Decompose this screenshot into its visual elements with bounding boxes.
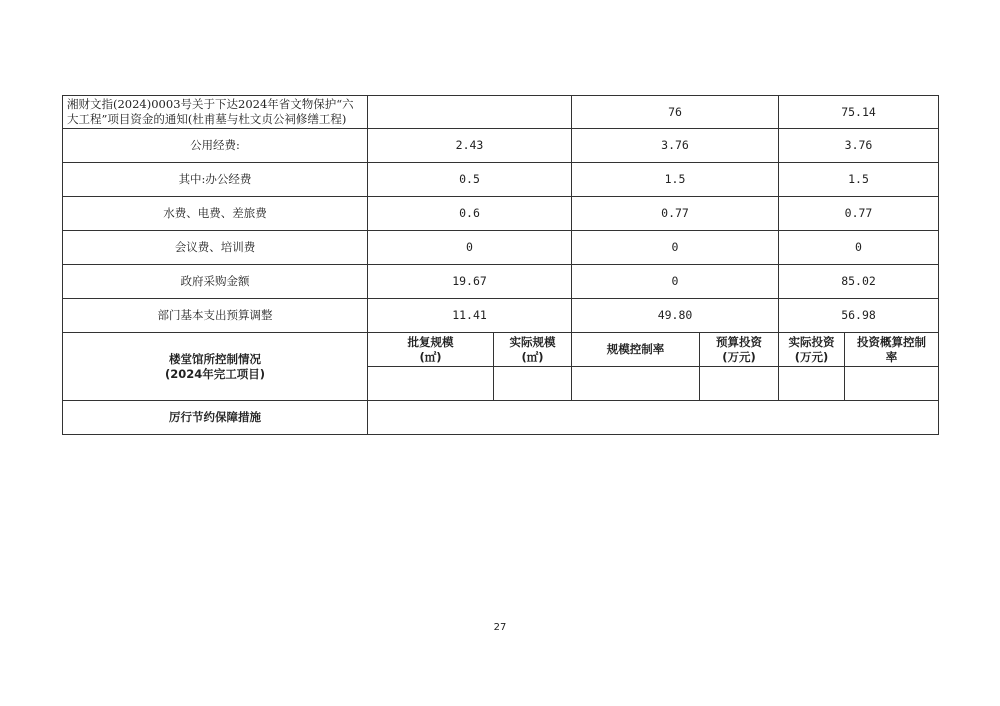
building-control-label-line2: (2024年完工项目) xyxy=(164,366,266,381)
value-approved-scale xyxy=(368,367,494,401)
header-line1: 规模控制率 xyxy=(606,342,665,356)
row-label: 会议费、培训费 xyxy=(63,231,368,265)
row-label: 湘财文指(2024)0003号关于下达2024年省文物保护“六大工程”项目资金的通知(杜甫墓与杜文贞公祠修缮工程) xyxy=(63,96,368,129)
header-line1: 实际投资 xyxy=(788,334,835,349)
building-control-label-line1: 楼堂馆所控制情况 xyxy=(169,351,261,366)
approved-value-cell: 11.41 xyxy=(368,299,572,333)
austerity-label: 厉行节约保障措施 xyxy=(63,401,368,435)
budget-value-cell: 49.80 xyxy=(572,299,779,333)
actual-value-cell: 0 xyxy=(779,231,939,265)
approved-value-cell: 0.5 xyxy=(368,163,572,197)
header-budget-investment xyxy=(700,333,779,367)
header-investment-estimate-control-rate xyxy=(845,333,939,367)
austerity-value xyxy=(368,401,939,435)
value-actual-investment xyxy=(779,367,845,401)
header-line2: (㎡) xyxy=(419,349,442,364)
budget-value-cell: 76 xyxy=(572,96,779,129)
header-line1: 批复规模 xyxy=(407,334,454,349)
table-row xyxy=(63,163,939,197)
approved-value-cell: 19.67 xyxy=(368,265,572,299)
row-label: 政府采购金额 xyxy=(63,265,368,299)
table-row xyxy=(63,265,939,299)
value-actual-scale xyxy=(494,367,572,401)
budget-value-cell: 0 xyxy=(572,231,779,265)
header-scale-control-rate xyxy=(572,333,700,367)
budget-value-cell: 3.76 xyxy=(572,129,779,163)
row-label: 公用经费: xyxy=(63,129,368,163)
actual-value-cell: 75.14 xyxy=(779,96,939,129)
building-control-header-row xyxy=(63,333,939,367)
header-line2: (万元) xyxy=(794,349,829,364)
header-approved-scale xyxy=(368,333,494,367)
actual-value-cell: 56.98 xyxy=(779,299,939,333)
budget-table xyxy=(62,95,939,435)
table-row xyxy=(63,299,939,333)
header-line1: 实际规模 xyxy=(509,334,556,349)
budget-value-cell: 0 xyxy=(572,265,779,299)
header-actual-investment xyxy=(779,333,845,367)
building-control-label xyxy=(63,333,368,401)
approved-value-cell xyxy=(368,96,572,129)
table-row xyxy=(63,96,939,129)
actual-value-cell: 3.76 xyxy=(779,129,939,163)
value-scale-control-rate xyxy=(572,367,700,401)
actual-value-cell: 1.5 xyxy=(779,163,939,197)
approved-value-cell: 0.6 xyxy=(368,197,572,231)
approved-value-cell: 0 xyxy=(368,231,572,265)
header-line1: 预算投资 xyxy=(716,334,762,349)
row-label: 其中:办公经费 xyxy=(63,163,368,197)
row-label: 部门基本支出预算调整 xyxy=(63,299,368,333)
actual-value-cell: 0.77 xyxy=(779,197,939,231)
value-budget-investment xyxy=(700,367,779,401)
budget-value-cell: 0.77 xyxy=(572,197,779,231)
header-line2: (万元) xyxy=(722,349,756,364)
value-investment-estimate-control-rate xyxy=(845,367,939,401)
header-line2: (㎡) xyxy=(521,349,544,364)
header-actual-scale xyxy=(494,333,572,367)
budget-value-cell: 1.5 xyxy=(572,163,779,197)
header-line1: 投资概算控制 xyxy=(857,334,927,349)
austerity-row xyxy=(63,401,939,435)
table-row xyxy=(63,231,939,265)
approved-value-cell: 2.43 xyxy=(368,129,572,163)
table-row xyxy=(63,129,939,163)
page-number: 27 xyxy=(493,622,507,633)
header-line2: 率 xyxy=(885,349,898,364)
table-row xyxy=(63,197,939,231)
row-label: 水费、电费、差旅费 xyxy=(63,197,368,231)
actual-value-cell: 85.02 xyxy=(779,265,939,299)
budget-table-sheet xyxy=(62,95,938,435)
